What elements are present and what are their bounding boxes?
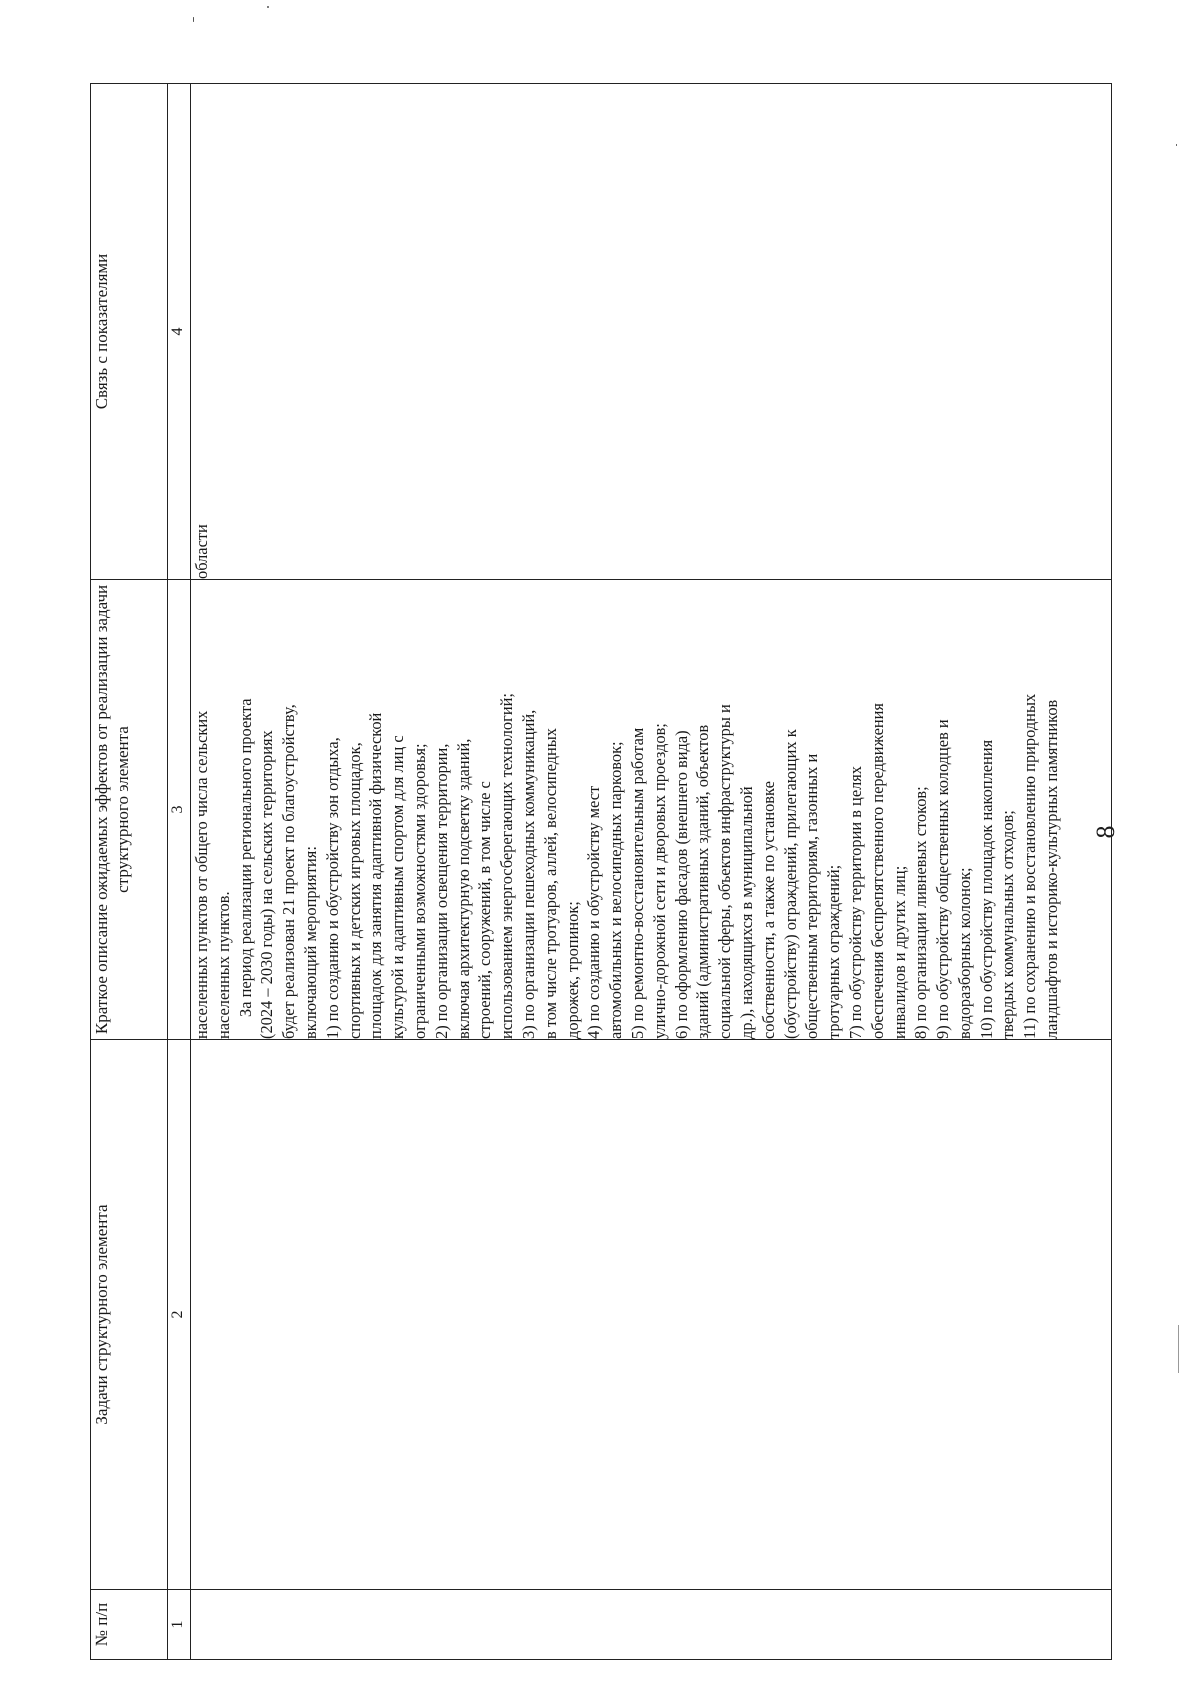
header-number: № п/п [91,1590,168,1660]
description-line: культурой и адаптивным спортом для лиц с [388,735,408,1039]
description-line: обеспечения беспрепятственного передвижения [867,703,887,1039]
description-line: использованием энергосберегающих технологий; [497,693,517,1039]
header-tasks: Задачи структурного элемента [91,1040,168,1590]
description-line: (обустройству) ограждений, прилегающих к [780,729,800,1039]
header-description: Краткое описание ожидаемых эффектов от реализации задачи структурного элемента [91,580,168,1040]
description-line: 10) по обустройству площадок накопления [976,739,996,1039]
description-line: 7) по обустройству территории в целях [845,765,865,1039]
description-line: 1) по созданию и обустройству зон отдыха, [322,737,342,1039]
table-row [191,84,1112,1660]
description-line: 8) по организации ливневых стоков; [911,786,931,1039]
row-number-cell [191,1590,1112,1660]
description-line: общественным территориям, газонных и [802,753,822,1039]
description-line: водоразборных колонок; [954,867,974,1039]
description-line: дорожек, тропинок; [562,901,582,1039]
column-number: 3 [168,580,191,1040]
description-line: 11) по сохранению и восстановлению природных [1020,693,1040,1039]
description-line: 9) по обустройству общественных колодцев и [933,719,953,1039]
description-line: 6) по оформлению фасадов (внешнего вида) [671,730,691,1039]
description-line: населенных пунктов. [213,891,233,1039]
description-line: тротуарных ограждений; [824,864,844,1039]
description-line: инвалидов и других лиц; [889,865,909,1039]
description-line: 5) по ремонтно-восстановительным работам [627,727,647,1039]
description-line: населенных пунктов от общего числа сельских [192,710,211,1039]
row-tasks-cell [191,1040,1112,1590]
row-link-cell: области [191,84,1112,580]
description-line: в том числе тротуаров, аллей, велосипедных [540,728,560,1039]
description-line: ландшафтов и историко-культурных памятников [1042,699,1062,1039]
description-line: (2024 – 2030 годы) на сельских территориях [257,730,277,1039]
description-line: включающий мероприятия: [300,846,320,1039]
description-line: автомобильных и велосипедных парковок; [606,741,626,1039]
description-line: строений, сооружений, в том числе с [475,781,495,1039]
description-line: собственности, а также по установке [758,781,778,1039]
column-number: 4 [168,84,191,580]
column-number: 1 [168,1590,191,1660]
description-line: социальной сферы, объектов инфраструктуры и [715,704,735,1039]
description-line: 2) по организации освещения территории, [431,743,451,1039]
description-line: ограниченными возможностями здоровья; [409,743,429,1039]
column-number-row [168,84,191,1660]
page-number: 8 [1091,825,1120,839]
description-line: включая архитектурную подсветку зданий, [453,738,473,1039]
description-line: будет реализован 21 проект по благоустройству, [279,704,299,1039]
description-line: зданий (административных зданий, объектов [693,724,713,1039]
description-line: др.), находящихся в муниципальной [736,786,756,1039]
header-link: Связь с показателями [91,84,168,580]
description-line: улично-дорожной сети и дворовых проездов; [649,723,669,1039]
table-header-row [91,84,168,1660]
description-line: 3) по организации пешеходных коммуникаций, [518,709,538,1039]
description-line: 4) по созданию и обустройству мест [584,785,604,1039]
description-line: За период реализации регионального проекта [235,698,255,1017]
row-description-cell [191,580,1112,1040]
description-line: площадок для занятия адаптивной физической [366,712,386,1039]
description-line: спортивных и детских игровых площадок, [344,742,364,1039]
structural-element-table [90,83,1112,1660]
column-number: 2 [168,1040,191,1590]
description-line: твердых коммунальных отходов; [998,810,1018,1039]
